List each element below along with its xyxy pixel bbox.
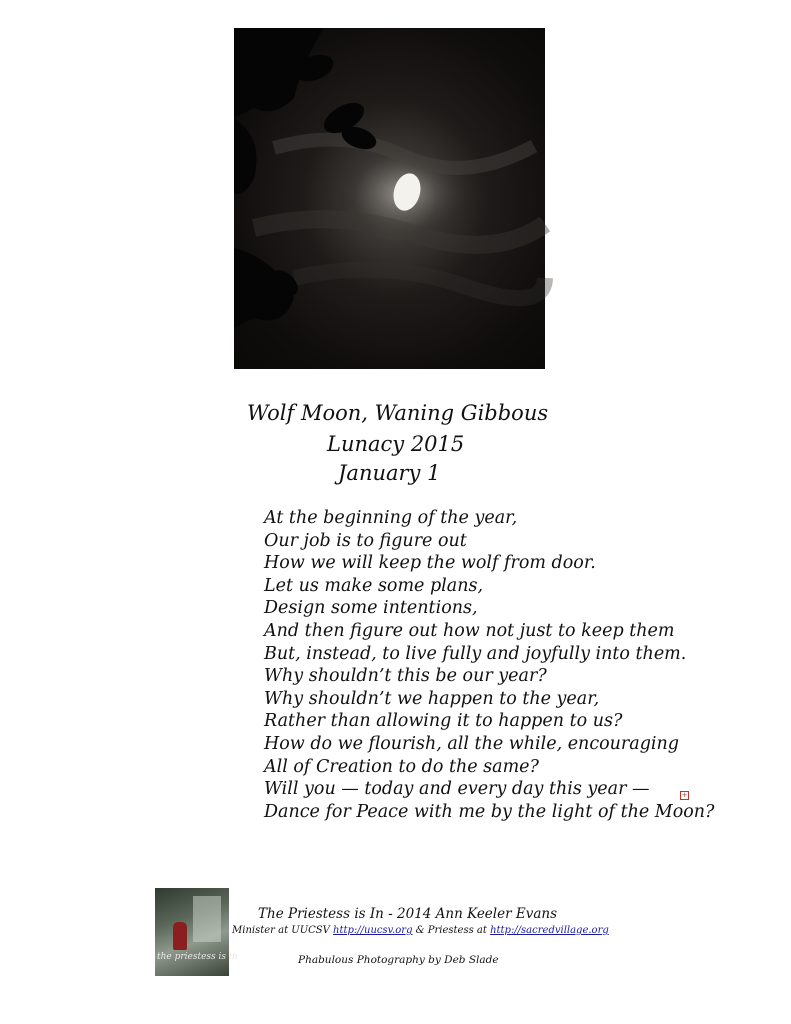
poem-line: All of Creation to do the same? [264, 756, 539, 777]
poem-line: How we will keep the wolf from door. [264, 553, 596, 574]
priestess-text: & Priestess at [415, 925, 487, 936]
footer-affiliations [232, 925, 609, 936]
uucsv-link[interactable]: http://uucsv.org [333, 925, 413, 936]
poem-line: At the beginning of the year, [264, 508, 518, 528]
footer-credit: The Priestess is In - 2014 Ann Keeler Evans [258, 906, 558, 922]
poem-body [264, 507, 714, 823]
poem-line: Will you — today and every day this year — [264, 779, 650, 800]
thumbnail-caption: the priestess is in [157, 952, 238, 962]
poem-line: Rather than allowing it to happen to us? [264, 711, 623, 732]
poem-title: Wolf Moon, Waning Gibbous [247, 401, 549, 425]
thumbnail-window-shape [193, 896, 221, 942]
poem-subtitle: Lunacy 2015 [327, 432, 465, 456]
poem-line: Design some intentions, [264, 598, 478, 619]
sacredvillage-link[interactable]: http://sacredvillage.org [490, 925, 609, 936]
priestess-thumbnail [155, 888, 238, 976]
anchor-marker-icon[interactable]: + [681, 791, 688, 799]
poem-line: But, instead, to live fully and joyfully into them. [264, 643, 687, 664]
poem-line: Our job is to figure out [264, 530, 467, 551]
poem-line: How do we flourish, all the while, encouraging [264, 733, 680, 754]
poem-line: Let us make some plans, [264, 575, 484, 596]
minister-text: Minister at UUCSV [232, 925, 330, 936]
poem-line: Dance for Peace with me by the light of the Moon? [264, 801, 715, 822]
poem-line: And then figure out how not just to keep them [264, 620, 675, 641]
poem-line: Why shouldn’t this be our year? [264, 666, 547, 687]
moon-photo [234, 28, 545, 369]
photo-credit: Phabulous Photography by Deb Slade [298, 954, 499, 966]
poem-line: Why shouldn’t we happen to the year, [264, 688, 600, 709]
poem-date: January 1 [338, 461, 441, 485]
thumbnail-figure-shape [173, 922, 187, 950]
